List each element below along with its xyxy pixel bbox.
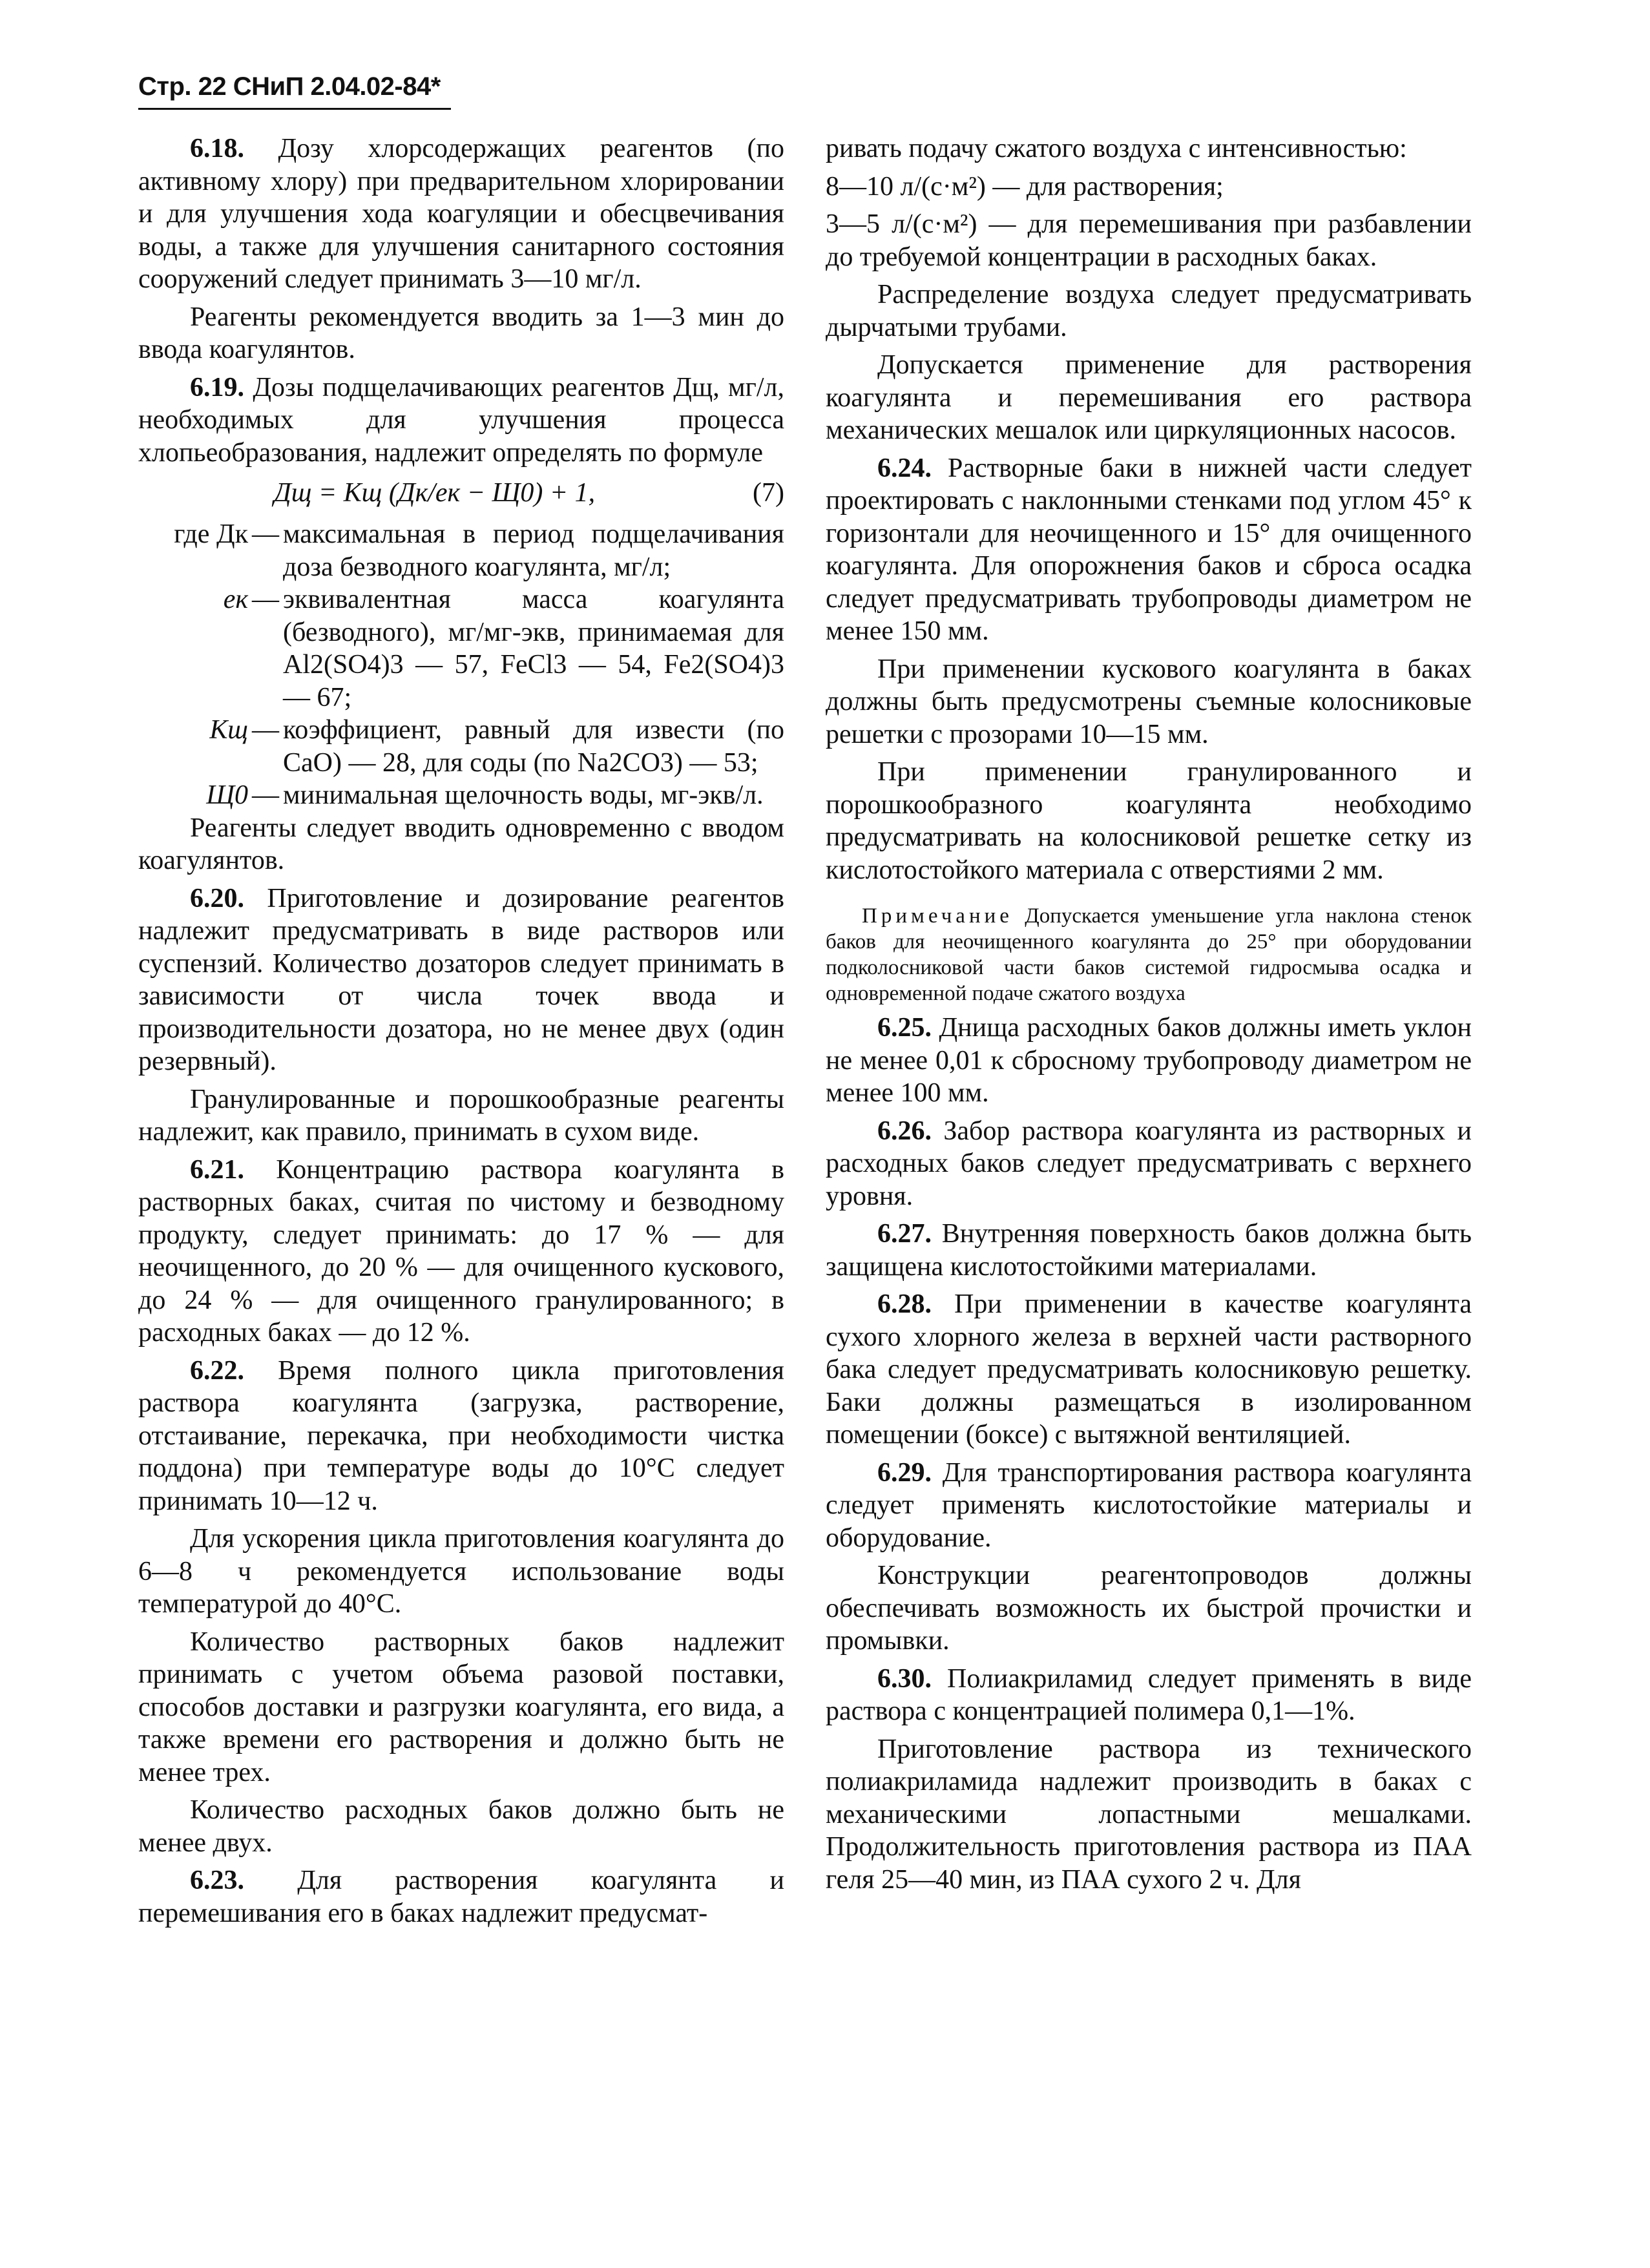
- definition-symbol: Щ0: [206, 780, 248, 810]
- clause-6-28: [826, 1288, 1472, 1451]
- formula-7: [138, 477, 784, 510]
- clause-text: Приготовление и дозирование реагентов надлежит предусматривать в виде растворов или суспензий. Количество дозаторов следует принимать в зависимости от числа точек ввода и производительности дозатора, но не менее двух (один резервный).: [138, 883, 784, 1076]
- definition-text: минимальная щелочность воды, мг-экв/л.: [283, 780, 764, 810]
- paragraph: Для ускорения цикла приготовления коагулянта до 6—8 ч рекомендуется использование воды температурой до 40°С.: [138, 1524, 784, 1619]
- clause-number: 6.24.: [877, 453, 932, 483]
- formula-expression: Дщ = Кщ (Дк/ек − Щ0) + 1,: [274, 478, 596, 508]
- clause-text: Дозу хлорсодержащих реагентов (по активному хлору) при предварительном хлорировании и для улучшения хода коагуляции и обесцвечивания воды, а также для улучшения санитарного состояния сооружений следует принимать 3—10 мг/л.: [138, 134, 784, 294]
- page-header: [138, 72, 451, 110]
- clause-number: 6.27.: [877, 1219, 932, 1249]
- clause-6-25: [826, 1012, 1472, 1110]
- clause-6-26: [826, 1115, 1472, 1213]
- clause-6-20: [138, 882, 784, 1078]
- definition-dash: —: [252, 780, 279, 810]
- paragraph: Реагенты следует вводить одновременно с вводом коагулянтов.: [138, 813, 784, 875]
- list-line: 8—10 л/(с·м²) — для растворения;: [826, 171, 1224, 202]
- definition-text: коэффициент, равный для извести (по CaO) — 28, для соды (по Na2CO3) — 53;: [283, 715, 784, 778]
- clause-6-18: [138, 132, 784, 296]
- clause-6-22: [138, 1355, 784, 1518]
- note-label: Примечание: [862, 904, 1013, 928]
- paragraph: Гранулированные и порошкообразные реагенты надлежит, как правило, принимать в сухом виде.: [138, 1084, 784, 1147]
- clause-text: Днища расходных баков должны иметь уклон не менее 0,01 к сбросному трубопроводу диаметром не менее 100 мм.: [826, 1013, 1472, 1108]
- clause-text: Забор раствора коагулянта из растворных и расходных баков следует предусматривать с верхнего уровня.: [826, 1116, 1472, 1211]
- clause-text: Для растворения коагулянта и перемешивания его в баках надлежит предусмат-: [138, 1866, 784, 1928]
- clause-text: Внутренняя поверхность баков должна быть защищена кислотостойкими материалами.: [826, 1219, 1472, 1282]
- paragraph: При применении кускового коагулянта в баках должны быть предусмотрены съемные колосниковые решетки с прозорами 10—15 мм.: [826, 654, 1472, 749]
- paragraph: Допускается применение для растворения коагулянта и перемешивания его раствора механических мешалок или циркуляционных насосов.: [826, 350, 1472, 445]
- definition-symbol: ек: [223, 585, 248, 614]
- clause-text: Для транспортирования раствора коагулянта следует применять кислотостойкие материалы и оборудование.: [826, 1457, 1472, 1553]
- definition-dash: —: [252, 715, 279, 745]
- paragraph: Распределение воздуха следует предусматривать дырчатыми трубами.: [826, 280, 1472, 342]
- note: [826, 903, 1472, 1006]
- paragraph: Приготовление раствора из технического полиакриламида надлежит производить в баках с механическими лопастными мешалками. Продолжительность приготовления раствора из ПАА геля 25—40 мин, из ПАА сухого 2 ч. Для: [826, 1734, 1472, 1895]
- right-column: [826, 132, 1472, 1896]
- definition-symbol: Кщ: [209, 715, 248, 745]
- clause-text: Полиакриламид следует применять в виде раствора с концентрацией полимера 0,1—1%.: [826, 1663, 1472, 1726]
- clause-6-29: [826, 1457, 1472, 1555]
- list-line: 3—5 л/(с·м²) — для перемешивания при разбавлении до требуемой концентрации в расходных баках.: [826, 209, 1472, 272]
- clause-number: 6.28.: [877, 1289, 932, 1319]
- clause-number: 6.23.: [190, 1866, 244, 1895]
- clause-number: 6.25.: [877, 1013, 932, 1043]
- paragraph-continuation: ривать подачу сжатого воздуха с интенсивностью:: [826, 134, 1407, 163]
- clause-text: Время полного цикла приготовления раствора коагулянта (загрузка, растворение, отстаивание, перекачка, при необходимости чистка поддона) при температуре воды до 10°С следует принимать 10—12 ч.: [138, 1355, 784, 1516]
- note-text: Допускается уменьшение угла наклона стенок баков для неочищенного коагулянта до 25° при оборудовании подколосниковой части баков системой гидросмыва осадка и одновременной подаче сжатого воздуха: [826, 904, 1472, 1005]
- clause-6-21: [138, 1154, 784, 1349]
- paragraph: Количество растворных баков надлежит принимать с учетом объема разовой поставки, способов доставки и разгрузки коагулянта, его вида, а также времени его растворения и должно быть не менее трех.: [138, 1627, 784, 1787]
- clause-number: 6.18.: [190, 134, 244, 163]
- definition-symbol: где Дк: [174, 519, 248, 549]
- clause-number: 6.22.: [190, 1355, 244, 1386]
- paragraph: Реагенты рекомендуется вводить за 1—3 мин до ввода коагулянтов.: [138, 302, 784, 364]
- clause-number: 6.19.: [190, 372, 244, 402]
- definition-text: максимальная в период подщелачивания доза безводного коагулянта, мг/л;: [283, 519, 784, 582]
- left-column: [138, 132, 784, 1930]
- clause-text: Растворные баки в нижней части следует проектировать с наклонными стенками под углом 45° к горизонтали для неочищенного и 15° для очищенного коагулянта. Для опорожнения баков и сброса осадка следует предусматривать трубопроводы диаметром не менее 150 мм.: [826, 453, 1472, 646]
- paragraph: Количество расходных баков должно быть не менее двух.: [138, 1795, 784, 1858]
- definition-dash: —: [252, 585, 279, 614]
- clause-6-19: [138, 371, 784, 470]
- clause-number: 6.21.: [190, 1154, 244, 1185]
- clause-number: 6.20.: [190, 883, 244, 913]
- definition-dash: —: [252, 519, 279, 549]
- formula-number: (7): [753, 478, 784, 508]
- definition-text: эквивалентная масса коагулянта (безводного), мг/мг-экв, принимаемая для Al2(SO4)3 — 57, FeCl3 — 54, Fe2(SO4)3 — 67;: [283, 585, 784, 713]
- clause-number: 6.30.: [877, 1663, 932, 1694]
- formula-definitions: [138, 518, 784, 812]
- clause-6-24: [826, 452, 1472, 648]
- clause-6-27: [826, 1218, 1472, 1283]
- clause-text: Дозы подщелачивающих реагентов Дщ, мг/л, необходимых для улучшения процесса хлопьеобразования, надлежит определять по формуле: [138, 372, 784, 468]
- paragraph: При применении гранулированного и порошкообразного коагулянта необходимо предусматривать на колосниковой решетке сетку из кислотостойкого материала с отверстиями 2 мм.: [826, 757, 1472, 885]
- page-header-text: Стр. 22 СНиП 2.04.02-84*: [138, 72, 441, 101]
- clause-text: Концентрацию раствора коагулянта в растворных баках, считая по чистому и безводному продукту, следует принимать: до 17 % — для неочищенного, до 20 % — для очищенного кускового, до 24 % — для очищенного гранулированного; в расходных баках — до 12 %.: [138, 1154, 784, 1347]
- clause-number: 6.26.: [877, 1116, 932, 1146]
- clause-6-23: [138, 1864, 784, 1930]
- paragraph: Конструкции реагентопроводов должны обеспечивать возможность их быстрой прочистки и промывки.: [826, 1561, 1472, 1656]
- clause-text: При применении в качестве коагулянта сухого хлорного железа в верхней части растворного бака следует предусматривать колосниковую решетку. Баки должны размещаться в изолированном помещении (боксе) с вытяжной вентиляцией.: [826, 1289, 1472, 1450]
- clause-number: 6.29.: [877, 1457, 932, 1488]
- clause-6-30: [826, 1663, 1472, 1728]
